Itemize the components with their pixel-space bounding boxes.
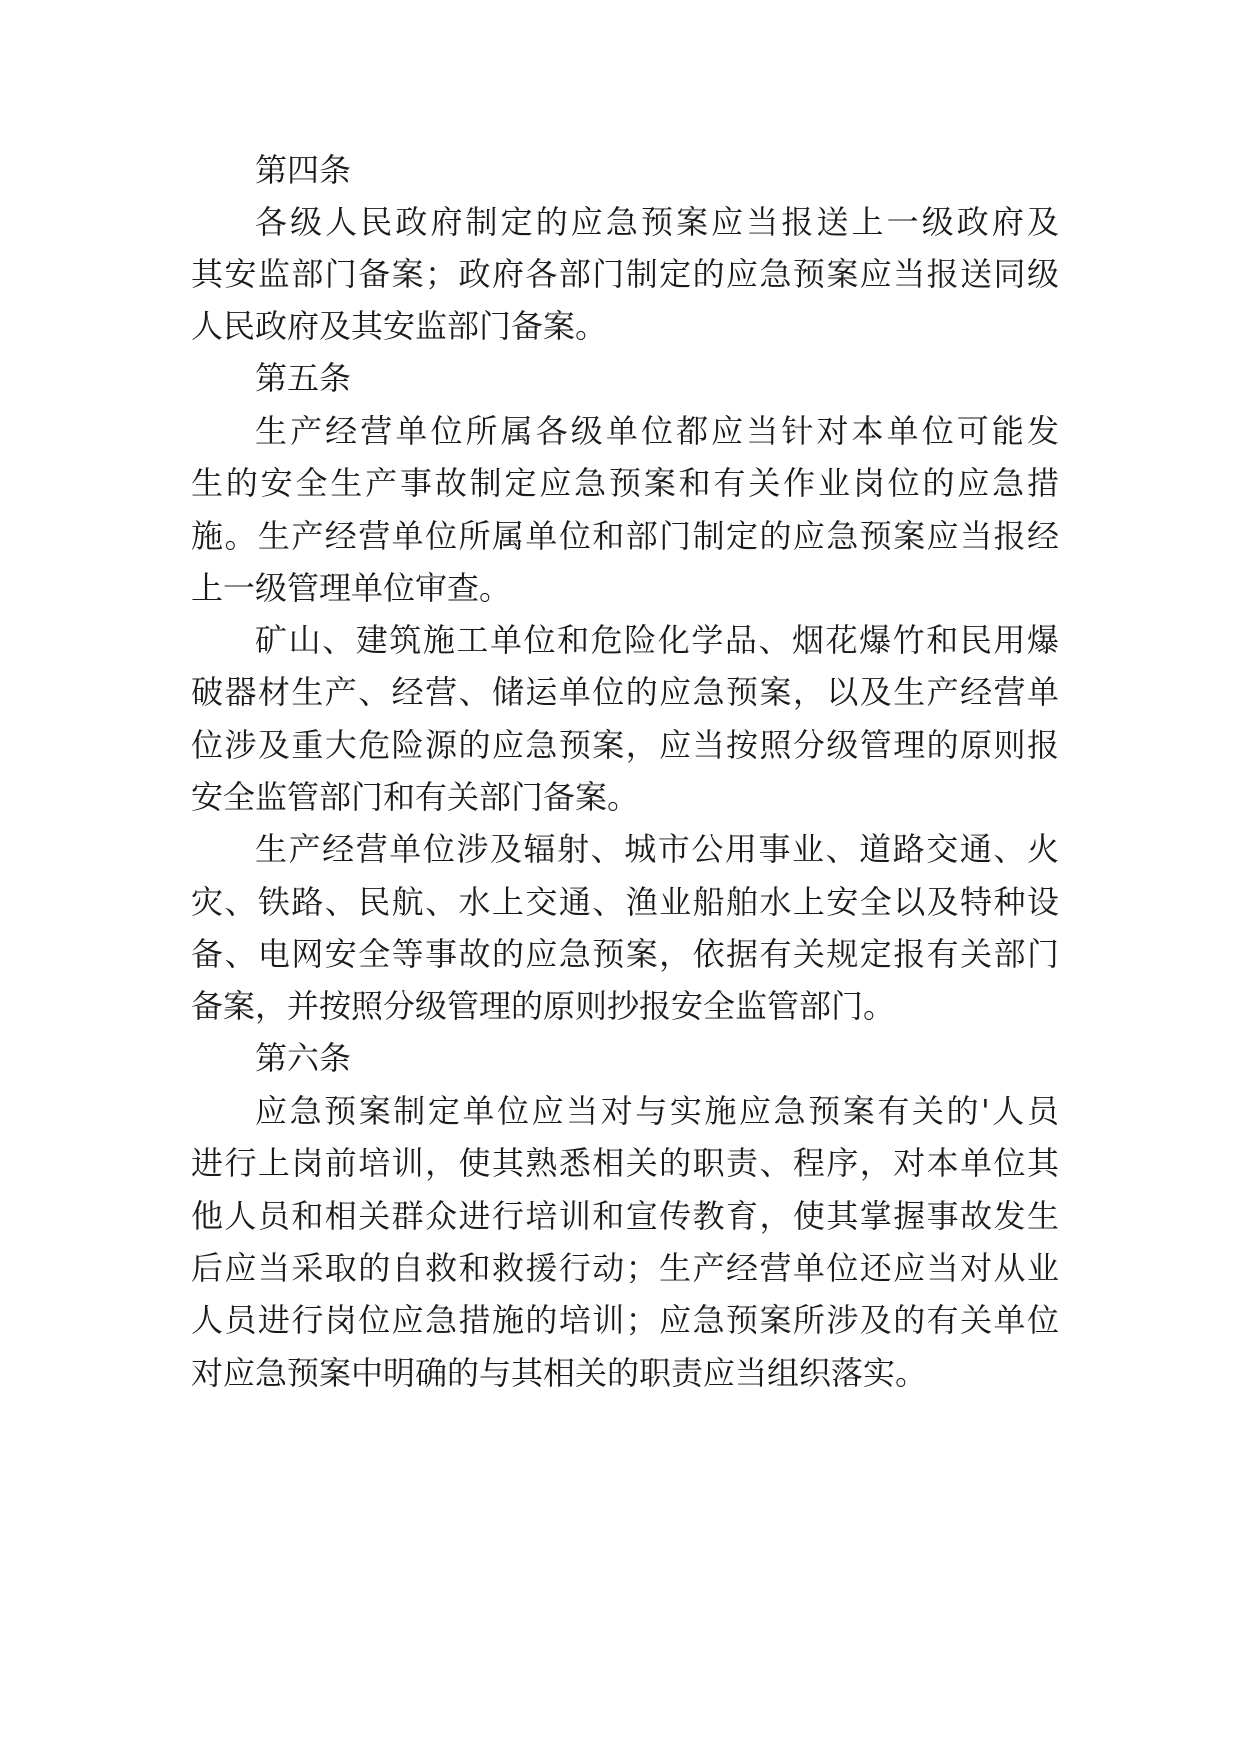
paragraph-line: 施。生产经营单位所属单位和部门制定的应急预案应当报经 bbox=[191, 517, 1059, 555]
paragraph-line: 安全监管部门和有关部门备案。 bbox=[191, 778, 640, 816]
paragraph-line: 后应当采取的自救和救援行动；生产经营单位还应当对从业 bbox=[191, 1249, 1059, 1287]
paragraph-line: 生产经营单位所属各级单位都应当针对本单位可能发 bbox=[255, 412, 1059, 450]
article-heading-6: 第六条 bbox=[255, 1039, 352, 1077]
paragraph-line: 备案，并按照分级管理的原则抄报安全监管部门。 bbox=[191, 987, 896, 1025]
paragraph-line: 人员进行岗位应急措施的培训；应急预案所涉及的有关单位 bbox=[191, 1301, 1059, 1339]
paragraph-line: 对应急预案中明确的与其相关的职责应当组织落实。 bbox=[191, 1354, 928, 1392]
paragraph-line: 其安监部门备案；政府各部门制定的应急预案应当报送同级 bbox=[191, 255, 1059, 293]
article-heading-5: 第五条 bbox=[255, 359, 352, 397]
paragraph-line: 生的安全生产事故制定应急预案和有关作业岗位的应急措 bbox=[191, 464, 1059, 502]
paragraph-line: 位涉及重大危险源的应急预案，应当按照分级管理的原则报 bbox=[191, 726, 1059, 764]
article-heading-4: 第四条 bbox=[255, 151, 352, 189]
paragraph-line: 进行上岗前培训，使其熟悉相关的职责、程序，对本单位其 bbox=[191, 1144, 1059, 1182]
paragraph-line: 灾、铁路、民航、水上交通、渔业船舶水上安全以及特种设 bbox=[191, 883, 1059, 921]
paragraph-line: 矿山、建筑施工单位和危险化学品、烟花爆竹和民用爆 bbox=[255, 621, 1059, 659]
paragraph-line: 他人员和相关群众进行培训和宣传教育，使其掌握事故发生 bbox=[191, 1197, 1059, 1235]
paragraph-line: 人民政府及其安监部门备案。 bbox=[191, 307, 608, 345]
paragraph-line: 应急预案制定单位应当对与实施应急预案有关的'人员 bbox=[255, 1092, 1059, 1130]
paragraph-line: 备、电网安全等事故的应急预案，依据有关规定报有关部门 bbox=[191, 935, 1059, 973]
paragraph-line: 破器材生产、经营、储运单位的应急预案，以及生产经营单 bbox=[191, 673, 1059, 711]
paragraph-line: 生产经营单位涉及辐射、城市公用事业、道路交通、火 bbox=[255, 830, 1059, 868]
paragraph-line: 上一级管理单位审查。 bbox=[191, 569, 512, 607]
paragraph-line: 各级人民政府制定的应急预案应当报送上一级政府及 bbox=[255, 203, 1059, 241]
